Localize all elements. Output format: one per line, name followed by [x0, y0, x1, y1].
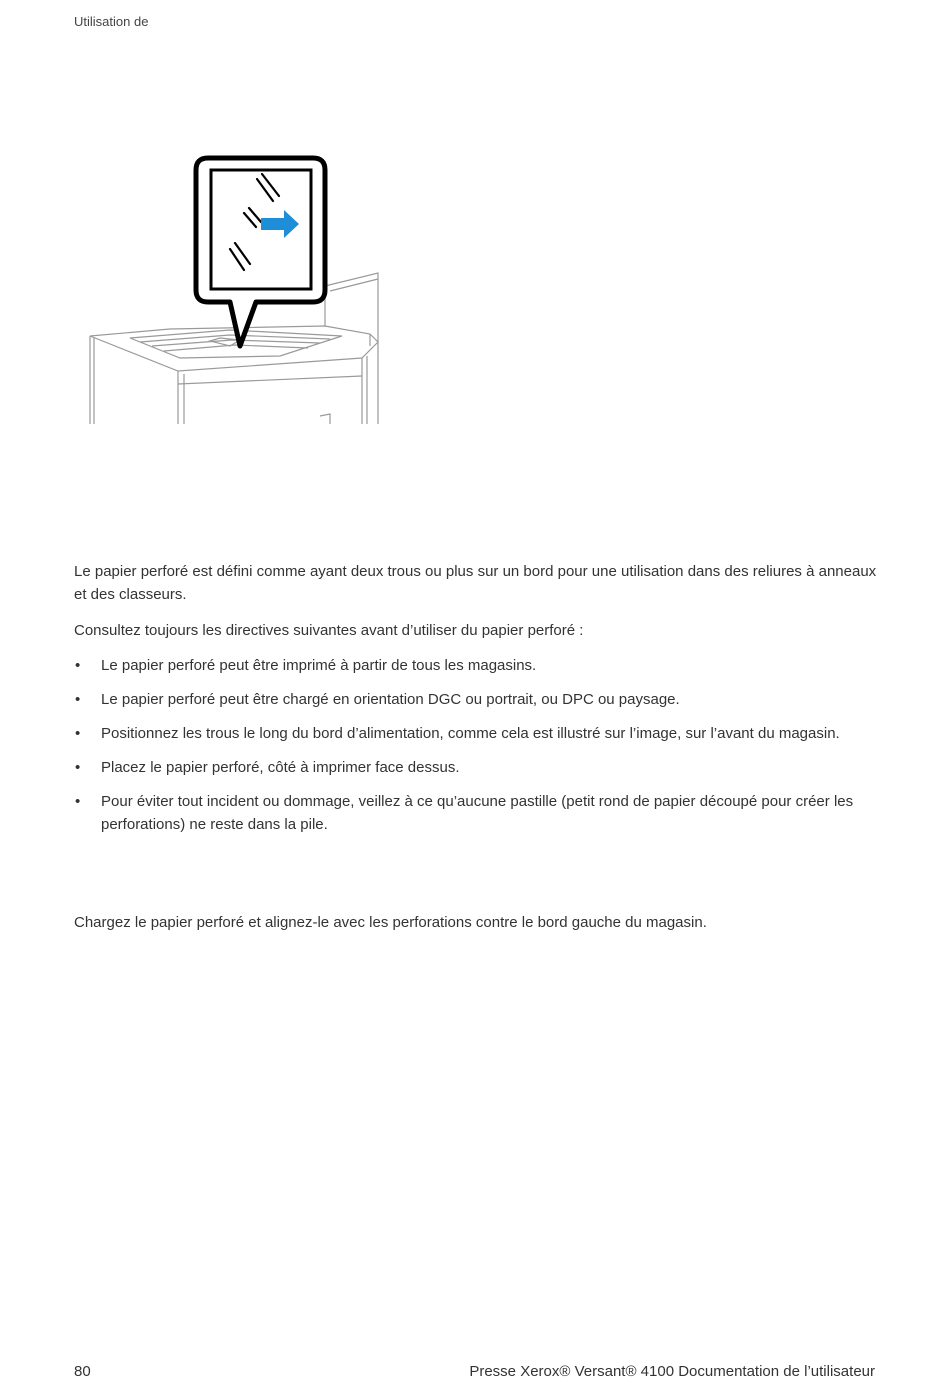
list-item-text: Positionnez les trous le long du bord d’alimentation, comme cela est illustré sur l’image, sur l’avant du magasin. [101, 725, 840, 742]
tray-illustration [80, 146, 382, 424]
intro-paragraph: Le papier perforé est défini comme ayant deux trous ou plus sur un bord pour une utilisation dans des reliures à anneaux et des classeurs. [74, 563, 877, 603]
list-item [74, 756, 880, 779]
list-item-text: Placez le papier perforé, côté à imprimer face dessus. [101, 759, 460, 776]
guidelines-lead: Consultez toujours les directives suivantes avant d’utiliser du papier perforé : [74, 622, 584, 639]
bullet-icon: • [75, 793, 81, 810]
list-item-text: Le papier perforé peut être chargé en orientation DGC ou portrait, ou DPC ou paysage. [101, 691, 680, 708]
bullet-icon: • [75, 725, 81, 742]
document-title: Presse Xerox® Versant® 4100 Documentation de l’utilisateur [469, 1363, 875, 1380]
bullet-icon: • [75, 759, 81, 776]
guidelines-list [74, 654, 880, 847]
printer-tray-punched-paper-illustration-icon [80, 146, 382, 424]
list-item [74, 654, 880, 677]
list-item [74, 688, 880, 711]
running-header: Utilisation de [74, 14, 149, 29]
page-number: 80 [74, 1363, 91, 1380]
list-item-text: Le papier perforé peut être imprimé à partir de tous les magasins. [101, 657, 537, 674]
list-item-text: Pour éviter tout incident ou dommage, veillez à ce qu’aucune pastille (petit rond de papier découpé pour créer les perforations) ne reste dans la pile. [101, 793, 854, 833]
bullet-icon: • [75, 691, 81, 708]
list-item [74, 790, 880, 836]
load-instruction: Chargez le papier perforé et alignez-le avec les perforations contre le bord gauche du magasin. [74, 914, 707, 931]
list-item [74, 722, 880, 745]
bullet-icon: • [75, 657, 81, 674]
